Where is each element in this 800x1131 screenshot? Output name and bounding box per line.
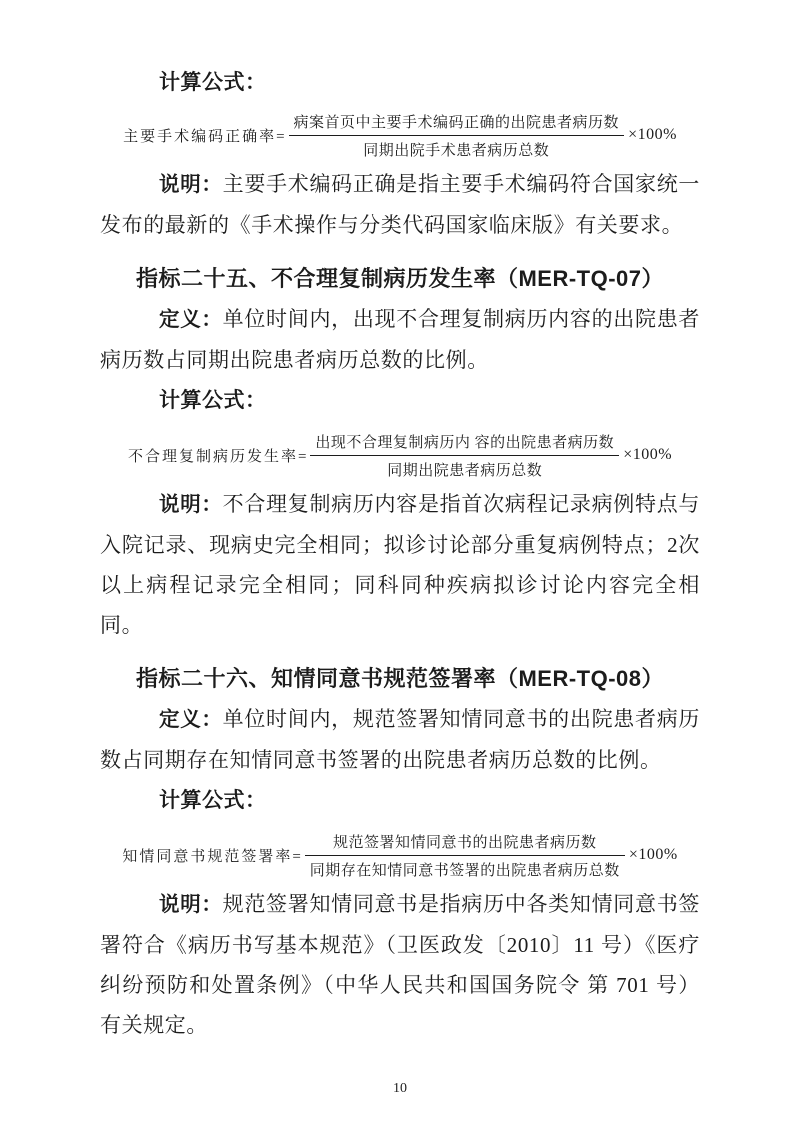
paragraph-lead: 说明： — [159, 893, 223, 916]
paragraph-text: 单位时间内，规范签署知情同意书的出院患者病历数占同期存在知情同意书签署的出院患者病历总数的比例。 — [100, 707, 700, 772]
indicator-25-heading: 指标二十五、不合理复制病历发生率（MER-TQ-07） — [135, 266, 665, 291]
fraction-denominator: 同期出院手术患者病历总数 — [363, 142, 550, 159]
paragraph-lead: 定义： — [159, 308, 223, 331]
fraction — [305, 831, 625, 880]
formula-consent-signing-rate — [100, 826, 700, 884]
fraction-numerator: 出现不合理复制病历内 容的出院患者病历数 — [310, 431, 619, 456]
fraction-numerator: 规范签署知情同意书的出院患者病历数 — [305, 831, 625, 856]
paragraph-lead: 说明： — [159, 173, 223, 196]
note-paragraph-surgery-coding — [100, 164, 700, 245]
calc-formula-heading-2: 计算公式： — [159, 388, 267, 412]
fraction-denominator: 同期存在知情同意书签署的出院患者病历总数 — [309, 862, 620, 879]
formula-surgery-coding-accuracy — [100, 106, 700, 164]
note-paragraph-irrational-copy — [100, 484, 700, 645]
indicator-26-heading: 指标二十六、知情同意书规范签署率（MER-TQ-08） — [135, 666, 665, 691]
paragraph-text: 单位时间内，出现不合理复制病历内容的出院患者病历数占同期出院患者病历总数的比例。 — [100, 307, 700, 372]
calc-formula-heading-3: 计算公式： — [159, 788, 267, 812]
fraction-denominator: 同期出院患者病历总数 — [387, 462, 543, 479]
formula-label: 主要手术编码正确率= — [123, 128, 287, 145]
fraction — [310, 431, 619, 480]
calc-formula-heading-1: 计算公式： — [159, 70, 267, 94]
definition-paragraph-indicator-26 — [100, 699, 700, 780]
page-number: 10 — [393, 1081, 407, 1096]
paragraph-text: 主要手术编码正确是指主要手术编码符合国家统一发布的最新的《手术操作与分类代码国家临床版》有关要求。 — [100, 172, 700, 237]
fraction-numerator: 病案首页中主要手术编码正确的出院患者病历数 — [289, 111, 625, 136]
formula-irrational-copy-rate — [100, 426, 700, 484]
note-paragraph-consent-signing — [100, 884, 700, 1045]
definition-paragraph-indicator-25 — [100, 299, 700, 380]
paragraph-lead: 说明： — [159, 493, 223, 516]
formula-multiplier: ×100% — [628, 846, 678, 863]
fraction — [289, 111, 625, 160]
paragraph-lead: 定义： — [159, 708, 223, 731]
paragraph-text: 规范签署知情同意书是指病历中各类知情同意书签署符合《病历书写基本规范》（卫医政发〔2010〕11 号）《医疗纠纷预防和处置条例》（中华人民共和国国务院令 第 701 号）有关规定。 — [100, 892, 700, 1037]
formula-multiplier: ×100% — [623, 446, 673, 463]
formula-label: 知情同意书规范签署率= — [122, 848, 303, 865]
paragraph-text: 不合理复制病历内容是指首次病程记录病例特点与入院记录、现病史完全相同；拟诊讨论部分重复病例特点；2次以上病程记录完全相同；同科同种疾病拟诊讨论内容完全相同。 — [100, 492, 700, 637]
formula-multiplier: ×100% — [628, 126, 677, 143]
formula-label: 不合理复制病历发生率= — [127, 448, 309, 465]
